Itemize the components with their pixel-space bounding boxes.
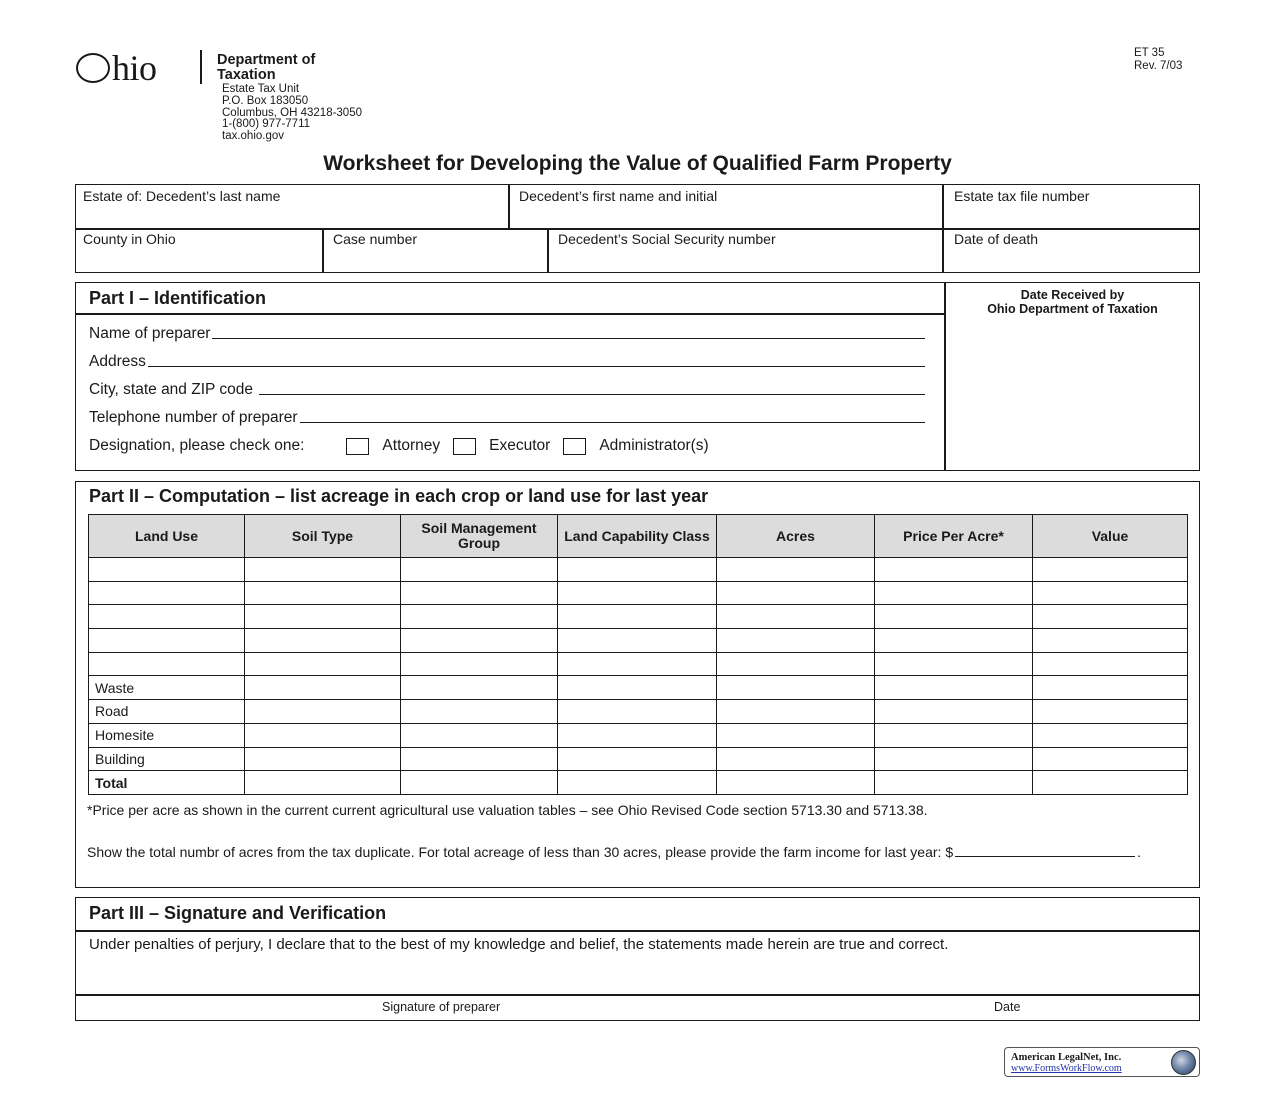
table-cell[interactable] (245, 605, 401, 629)
executor-checkbox[interactable] (453, 438, 476, 455)
table-cell[interactable] (89, 652, 245, 676)
table-cell[interactable] (558, 629, 717, 653)
table-row (89, 723, 1188, 747)
table-cell[interactable] (558, 558, 717, 582)
table-cell[interactable] (875, 676, 1033, 700)
date-of-death-field[interactable]: Date of death (954, 231, 1039, 247)
column-header: Land Capability Class (558, 515, 717, 558)
table-cell[interactable] (245, 629, 401, 653)
table-cell[interactable] (558, 723, 717, 747)
table-row (89, 747, 1188, 771)
signature-line[interactable] (76, 994, 1199, 996)
administrator-checkbox[interactable] (563, 438, 586, 455)
table-cell[interactable] (1033, 558, 1188, 582)
estate-last-name-field[interactable]: Estate of: Decedent’s last name (83, 188, 281, 204)
table-cell[interactable] (401, 700, 558, 724)
globe-icon (1171, 1050, 1196, 1075)
case-number-field[interactable]: Case number (333, 231, 418, 247)
agency-address: Estate Tax Unit P.O. Box 183050 Columbus, OH 43218-3050 1-(800) 977-7711 tax.ohio.gov (222, 83, 362, 143)
table-cell[interactable] (1033, 723, 1188, 747)
column-header: Soil Management Group (401, 515, 558, 558)
table-cell[interactable]: Homesite (89, 723, 245, 747)
badge-company: American LegalNet, Inc. (1011, 1052, 1122, 1063)
table-cell[interactable] (1033, 581, 1188, 605)
designation-label: Designation, please check one: (89, 437, 305, 454)
preparer-name-label: Name of preparer (89, 325, 211, 342)
table-cell[interactable] (558, 676, 717, 700)
table-cell[interactable] (89, 581, 245, 605)
city-input[interactable] (259, 394, 925, 395)
attorney-checkbox[interactable] (346, 438, 369, 455)
computation-table (88, 514, 1188, 795)
preparer-name-input[interactable] (212, 338, 925, 339)
part1-title: Part I – Identification (89, 288, 267, 308)
legalnet-badge[interactable] (1004, 1047, 1200, 1077)
table-row (89, 558, 1188, 582)
perjury-declaration: Under penalties of perjury, I declare that to the best of my knowledge and belief, the statements made herein are true and correct. (89, 936, 949, 953)
department-name: Department of Taxation (217, 52, 316, 83)
table-cell[interactable] (245, 747, 401, 771)
table-cell[interactable] (717, 723, 875, 747)
table-cell[interactable] (558, 605, 717, 629)
column-header: Land Use (89, 515, 245, 558)
table-cell[interactable] (558, 652, 717, 676)
table-row (89, 676, 1188, 700)
table-cell[interactable] (245, 558, 401, 582)
table-cell[interactable] (875, 723, 1033, 747)
table-cell[interactable] (1033, 771, 1188, 795)
county-field[interactable]: County in Ohio (83, 231, 176, 247)
date-received-stamp-area: Date Received by Ohio Department of Taxation (987, 288, 1158, 316)
table-cell[interactable] (401, 723, 558, 747)
first-name-field[interactable]: Decedent’s first name and initial (519, 188, 718, 204)
table-cell[interactable] (401, 747, 558, 771)
computation-table-body (89, 558, 1188, 795)
table-cell[interactable] (1033, 629, 1188, 653)
part3-signature (75, 897, 1200, 1021)
table-cell[interactable] (401, 629, 558, 653)
table-cell[interactable] (558, 771, 717, 795)
column-header: Acres (717, 515, 875, 558)
table-cell[interactable] (875, 629, 1033, 653)
table-cell[interactable] (245, 723, 401, 747)
table-cell[interactable] (89, 605, 245, 629)
file-number-field[interactable]: Estate tax file number (954, 188, 1090, 204)
estate-info-grid (75, 184, 1200, 273)
table-cell[interactable] (245, 771, 401, 795)
table-cell[interactable] (875, 700, 1033, 724)
table-cell[interactable] (89, 558, 245, 582)
table-cell[interactable] (875, 605, 1033, 629)
part1-identification (75, 282, 1200, 471)
table-cell[interactable] (558, 581, 717, 605)
grid-divider (322, 228, 324, 272)
table-row (89, 605, 1188, 629)
table-cell[interactable] (245, 581, 401, 605)
table-cell[interactable] (245, 700, 401, 724)
table-cell[interactable] (1033, 652, 1188, 676)
price-footnote: *Price per acre as shown in the current current agricultural use valuation tables – see Ohio Revised Code section 5713.30 and 5713.38. (87, 802, 928, 818)
part2-title: Part II – Computation – list acreage in each crop or land use for last year (89, 486, 709, 506)
table-cell[interactable] (717, 771, 875, 795)
grid-divider (508, 185, 510, 228)
date-label: Date (994, 1000, 1021, 1014)
table-cell[interactable] (717, 676, 875, 700)
table-cell[interactable] (1033, 605, 1188, 629)
ohio-logo-text: hio (112, 48, 157, 88)
city-label: City, state and ZIP code (89, 381, 253, 398)
table-cell[interactable] (401, 581, 558, 605)
table-cell[interactable] (717, 581, 875, 605)
address-row (89, 353, 925, 371)
table-cell[interactable]: Total (89, 771, 245, 795)
address-label: Address (89, 353, 146, 370)
ssn-field[interactable]: Decedent’s Social Security number (558, 231, 776, 247)
table-row (89, 629, 1188, 653)
table-row (89, 771, 1188, 795)
badge-url[interactable]: www.FormsWorkFlow.com (1011, 1063, 1122, 1074)
signature-label: Signature of preparer (382, 1000, 501, 1014)
table-cell[interactable] (875, 747, 1033, 771)
part2-computation (75, 481, 1200, 888)
telephone-input[interactable] (300, 422, 925, 423)
table-cell[interactable] (717, 700, 875, 724)
part3-divider (76, 930, 1199, 932)
administrator-label: Administrator(s) (599, 437, 709, 454)
table-cell[interactable] (875, 558, 1033, 582)
executor-label: Executor (489, 437, 551, 454)
table-cell[interactable] (717, 605, 875, 629)
table-cell[interactable] (401, 558, 558, 582)
address-input[interactable] (148, 366, 925, 367)
table-cell[interactable] (401, 652, 558, 676)
table-cell[interactable]: Road (89, 700, 245, 724)
city-row (89, 381, 925, 399)
table-cell[interactable]: Building (89, 747, 245, 771)
table-cell[interactable] (401, 605, 558, 629)
table-cell[interactable] (1033, 747, 1188, 771)
part3-title: Part III – Signature and Verification (89, 903, 387, 923)
table-cell[interactable] (1033, 700, 1188, 724)
acres-note-text: Show the total numbr of acres from the tax duplicate. For total acreage of less than 30 acres, please provide the farm income for last year: $ (87, 844, 954, 860)
table-cell[interactable] (401, 771, 558, 795)
attorney-label: Attorney (382, 437, 441, 454)
table-cell[interactable] (717, 652, 875, 676)
preparer-name-row (89, 325, 925, 343)
designation-row (89, 437, 709, 455)
table-cell[interactable] (717, 629, 875, 653)
grid-divider (547, 228, 549, 272)
form-identifier: ET 35 Rev. 7/03 (1134, 47, 1183, 72)
table-cell[interactable] (245, 652, 401, 676)
farm-income-input[interactable] (955, 846, 1135, 857)
table-cell[interactable] (875, 581, 1033, 605)
table-cell[interactable]: Waste (89, 676, 245, 700)
table-cell[interactable] (875, 652, 1033, 676)
table-row (89, 700, 1188, 724)
part1-divider (76, 313, 945, 315)
page-title: Worksheet for Developing the Value of Qualified Farm Property (323, 152, 952, 175)
grid-divider (942, 185, 944, 272)
telephone-row (89, 409, 925, 427)
ohio-logo (76, 48, 157, 88)
logo-divider (200, 50, 202, 84)
table-cell[interactable] (558, 700, 717, 724)
table-cell[interactable] (875, 771, 1033, 795)
table-cell[interactable] (558, 747, 717, 771)
table-cell[interactable] (1033, 676, 1188, 700)
table-cell[interactable] (717, 558, 875, 582)
table-cell[interactable] (717, 747, 875, 771)
table-cell[interactable] (89, 629, 245, 653)
telephone-label: Telephone number of preparer (89, 409, 298, 426)
acres-note: Show the total numbr of acres from the tax duplicate. For total acreage of less than 30 acres, please provide the farm income for last year: $ . (87, 844, 1141, 860)
table-cell[interactable] (401, 676, 558, 700)
column-header: Price Per Acre* (875, 515, 1033, 558)
table-cell[interactable] (245, 676, 401, 700)
column-header: Value (1033, 515, 1188, 558)
grid-divider (76, 228, 1199, 230)
table-row (89, 652, 1188, 676)
table-header-row (89, 515, 1188, 558)
column-header: Soil Type (245, 515, 401, 558)
table-row (89, 581, 1188, 605)
ohio-logo-o-icon (76, 53, 110, 83)
